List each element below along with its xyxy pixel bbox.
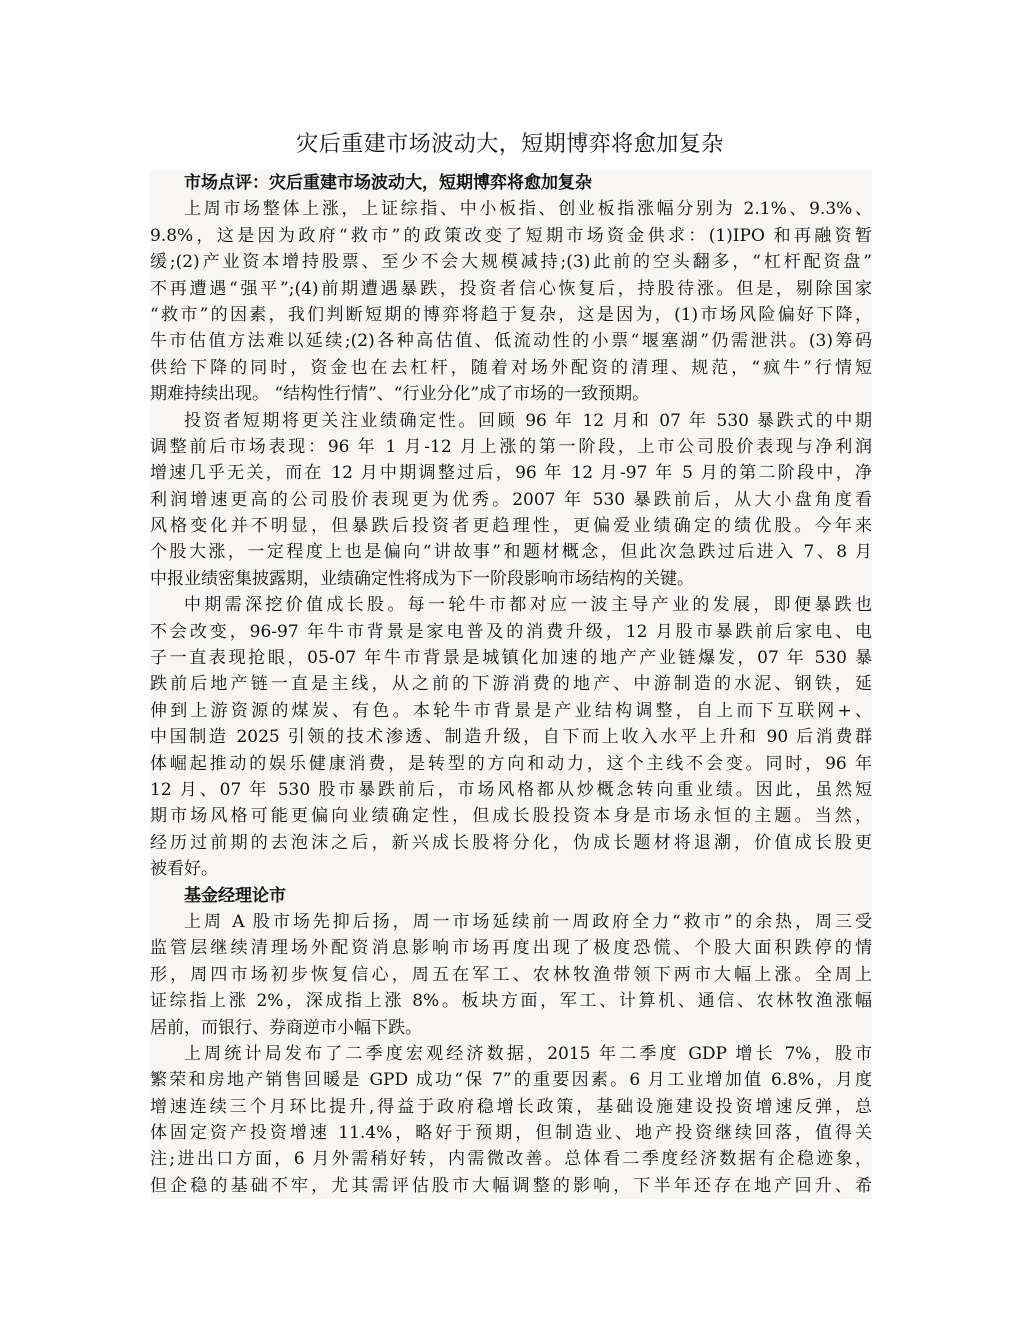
text-line: 中国制造 2025 引领的技术渗透、制造升级，自下而上收入水平上升和 90 后消费群	[150, 727, 872, 748]
text-line: 上周统计局发布了二季度宏观经济数据，2015 年二季度 GDP 增长 7%，股市	[184, 1043, 872, 1064]
text-line: 风格变化并不明显，但暴跌后投资者更趋理性，更偏爱业绩确定的绩优股。今年来	[150, 516, 872, 537]
text-line: 体固定资产投资增速 11.4%，略好于预期，但制造业、地产投资继续回落，值得关	[150, 1123, 872, 1144]
text-line: 监管层继续清理场外配资消息影响市场再度出现了极度恐慌、个股大面积跌停的情	[150, 938, 872, 959]
document-title: 灾后重建市场波动大，短期博弈将愈加复杂	[296, 132, 724, 157]
text-line: 形，周四市场初步恢复信心，周五在军工、农林牧渔带领下两市大幅上涨。全周上	[150, 964, 872, 985]
text-line: 跌前后地产链一直是主线，从之前的下游消费的地产、中游制造的水泥、钢铁，延	[150, 674, 872, 695]
text-line: 上周 A 股市场先抑后扬，周一市场延续前一周政府全力“救市”的余热，周三受	[184, 911, 872, 932]
text-line: 但企稳的基础不牢，尤其需评估股市大幅调整的影响，下半年还存在地产回升、希	[150, 1175, 872, 1196]
text-line: 期市场风格可能更偏向业绩确定性，但成长股投资本身是市场永恒的主题。当然，	[150, 806, 872, 827]
text-line: 证综指上涨 2%，深成指上涨 8%。板块方面，军工、计算机、通信、农林牧渔涨幅	[150, 991, 872, 1012]
text-line: 12 月、07 年 530 股市暴跌前后，市场风格都从炒概念转向重业绩。因此，虽然短	[150, 779, 872, 800]
text-line: 个股大涨，一定程度上也是偏向“讲故事”和题材概念，但此次急跌过后进入 7、8 月	[150, 542, 872, 563]
text-line: 利润增速更高的公司股价表现更为优秀。2007 年 530 暴跌前后，从大小盘角度看	[150, 489, 872, 510]
section-heading-fund-manager: 基金经理论市	[184, 885, 286, 906]
text-line: 不再遭遇“强平”;(4)前期遭遇暴跌，投资者信心恢复后，持股待涨。但是，剔除国家	[150, 278, 872, 299]
text-line: 注;进出口方面，6 月外需稍好转，内需微改善。总体看二季度经济数据有企稳迹象，	[150, 1149, 872, 1170]
text-line: 上周市场整体上涨，上证综指、中小板指、创业板指涨幅分别为 2.1%、9.3%、	[184, 199, 872, 220]
text-line: 调整前后市场表现：96 年 1 月-12 月上涨的第一阶段，上市公司股价表现与净利润	[150, 436, 872, 457]
article-body	[150, 170, 872, 1199]
text-line: 中期需深挖价值成长股。每一轮牛市都对应一波主导产业的发展，即便暴跌也	[184, 595, 872, 616]
text-line: 经历过前期的去泡沫之后，新兴成长股将分化，伪成长题材将退潮，价值成长股更	[150, 832, 872, 853]
text-line: 缓;(2)产业资本增持股票、至少不会大规模减持;(3)此前的空头翻多，“杠杆配资盘”	[150, 252, 872, 273]
text-line: 不会改变，96-97 年牛市背景是家电普及的消费升级，12 月股市暴跌前后家电、电	[150, 621, 872, 642]
text-line: 牛市估值方法难以延续;(2)各种高估值、低流动性的小票“堰塞湖”仍需泄洪。(3)筹码	[150, 331, 872, 352]
text-line: 投资者短期将更关注业绩确定性。回顾 96 年 12 月和 07 年 530 暴跌式的中期	[184, 410, 872, 431]
text-line: 居前，而银行、券商逆市小幅下跌。	[150, 1017, 422, 1038]
text-line: “救市”的因素，我们判断短期的博弈将趋于复杂，这是因为，(1)市场风险偏好下降，	[150, 304, 872, 325]
text-line: 期难持续出现。 “结构性行情”、“行业分化”成了市场的一致预期。	[150, 384, 650, 405]
text-line: 9.8%，这是因为政府“救市”的政策改变了短期市场资金供求：(1)IPO 和再融资暂	[150, 225, 872, 246]
text-line: 伸到上游资源的煤炭、有色。本轮牛市背景是产业结构调整，自上而下互联网+、	[150, 700, 872, 721]
text-line: 被看好。	[150, 859, 218, 880]
text-line: 体崛起推动的娱乐健康消费，是转型的方向和动力，这个主线不会变。同时，96 年	[150, 753, 872, 774]
text-line: 增速连续三个月环比提升,得益于政府稳增长政策，基础设施建设投资增速反弹，总	[150, 1096, 872, 1117]
text-line: 子一直表现抢眼，05-07 年牛市背景是城镇化加速的地产产业链爆发，07 年 530 暴	[150, 648, 872, 669]
text-line: 供给下降的同时，资金也在去杠杆，随着对场外配资的清理、规范，“疯牛”行情短	[150, 357, 872, 378]
text-line: 增速几乎无关，而在 12 月中期调整过后，96 年 12 月-97 年 5 月的第二阶段中，净	[150, 463, 872, 484]
section-heading-market-review: 市场点评：灾后重建市场波动大，短期博弈将愈加复杂	[184, 173, 592, 193]
text-line: 中报业绩密集披露期，业绩确定性将成为下一阶段影响市场结构的关键。	[150, 568, 694, 589]
text-line: 繁荣和房地产销售回暖是 GPD 成功“保 7”的重要因素。6 月工业增加值 6.8%，月度	[150, 1070, 872, 1091]
